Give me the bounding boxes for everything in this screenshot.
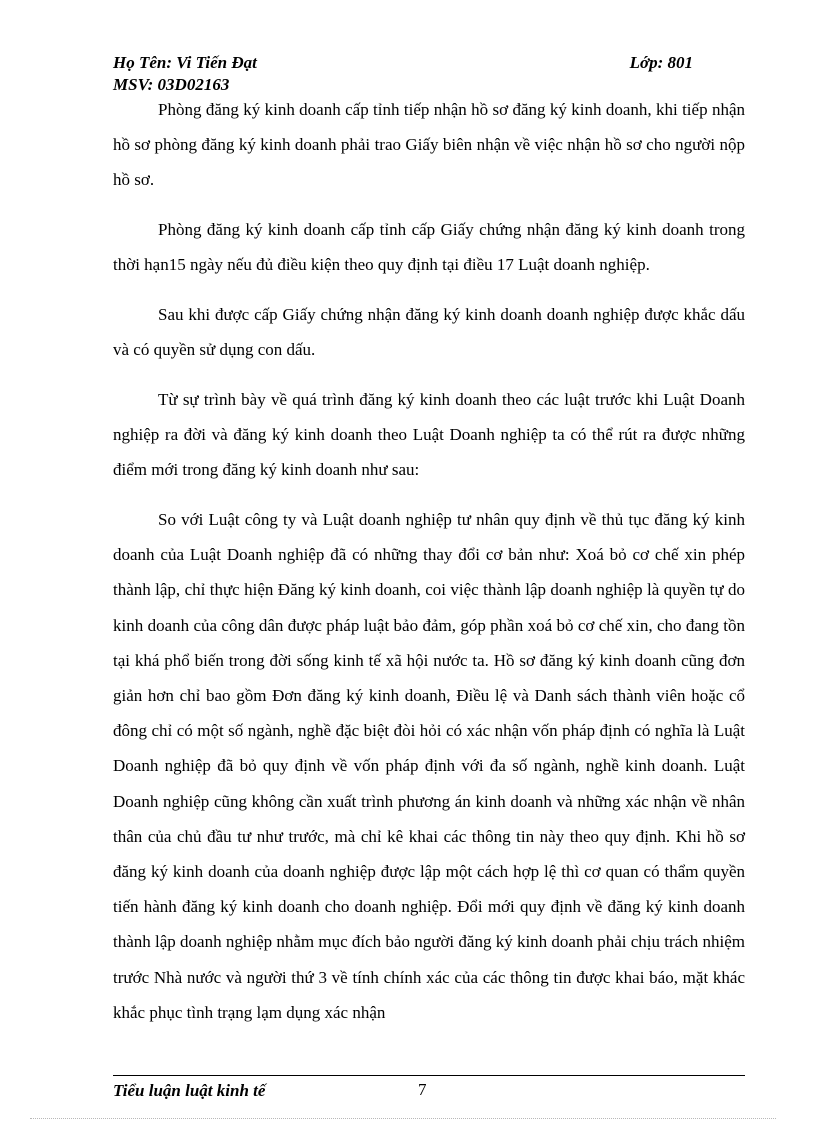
footer-divider [113, 1075, 745, 1076]
paragraph: Phòng đăng ký kinh doanh cấp tỉnh tiếp nhận hồ sơ đăng ký kinh doanh, khi tiếp nhận hồ sơ phòng đăng ký kinh doanh phải trao Giấy biên nhận về việc nhận hồ sơ cho người nộp hồ sơ. [113, 100, 745, 190]
page-bottom-dotted-line [30, 1118, 776, 1119]
document-body [113, 92, 745, 1045]
student-id: MSV: 03D02163 [113, 75, 230, 94]
page-header [113, 52, 693, 94]
paragraph: Sau khi được cấp Giấy chứng nhận đăng ký kinh doanh doanh nghiệp được khắc dấu và có quyền sử dụng con dấu. [113, 305, 745, 360]
header-row [113, 52, 693, 74]
student-class: Lớp: 801 [629, 53, 693, 72]
student-name: Họ Tên: Vi Tiến Đạt [113, 53, 257, 72]
page-number: 7 [418, 1080, 427, 1099]
paragraph: So với Luật công ty và Luật doanh nghiệp tư nhân quy định về thủ tục đăng ký kinh doanh của Luật Doanh nghiệp đã có những thay đổi cơ bản như: Xoá bỏ cơ chế xin phép thành lập, chỉ thực hiện Đăng ký kinh doanh, coi việc thành lập doanh nghiệp là quyền tự do kinh doanh của công dân được pháp luật bảo đảm, góp phần xoá bỏ cơ chế xin, cho đang tồn tại khá phổ biến trong đời sống kinh tế xã hội nước ta. Hồ sơ đăng ký kinh doanh cũng đơn giản hơn chỉ bao gồm Đơn đăng ký kinh doanh, Điều lệ và Danh sách thành viên hoặc cổ đông chỉ có một số ngành, nghề đặc biệt đòi hỏi có xác nhận vốn pháp định có nghĩa là Luật Doanh nghiệp đã bỏ quy định về vốn pháp định với đa số ngành, nghề kinh doanh. Luật Doanh nghiệp cũng không cần xuất trình phương án kinh doanh và những xác nhận về nhân thân của chủ đầu tư như trước, mà chỉ kê khai các thông tin này theo quy định. Khi hồ sơ đăng ký kinh doanh của doanh nghiệp được lập một cách hợp lệ thì cơ quan có thẩm quyền tiến hành đăng ký kinh doanh cho doanh nghiệp. Đổi mới quy định về đăng ký kinh doanh thành lập doanh nghiệp nhằm mục đích bảo người đăng ký kinh doanh phải chịu trách nhiệm trước Nhà nước và người thứ 3 về tính chính xác của các thông tin được khai báo, mặt khác khắc phục tình trạng lạm dụng xác nhận [113, 510, 745, 1022]
footer-title: Tiểu luận luật kinh tế [113, 1081, 266, 1100]
paragraph: Phòng đăng ký kinh doanh cấp tỉnh cấp Giấy chứng nhận đăng ký kinh doanh trong thời hạn15 ngày nếu đủ điều kiện theo quy định tại điều 17 Luật doanh nghiệp. [113, 220, 745, 275]
paragraph: Từ sự trình bày về quá trình đăng ký kinh doanh theo các luật trước khi Luật Doanh nghiệp ra đời và đăng ký kinh doanh theo Luật Doanh nghiệp ta có thể rút ra được những điểm mới trong đăng ký kinh doanh như sau: [113, 389, 745, 480]
